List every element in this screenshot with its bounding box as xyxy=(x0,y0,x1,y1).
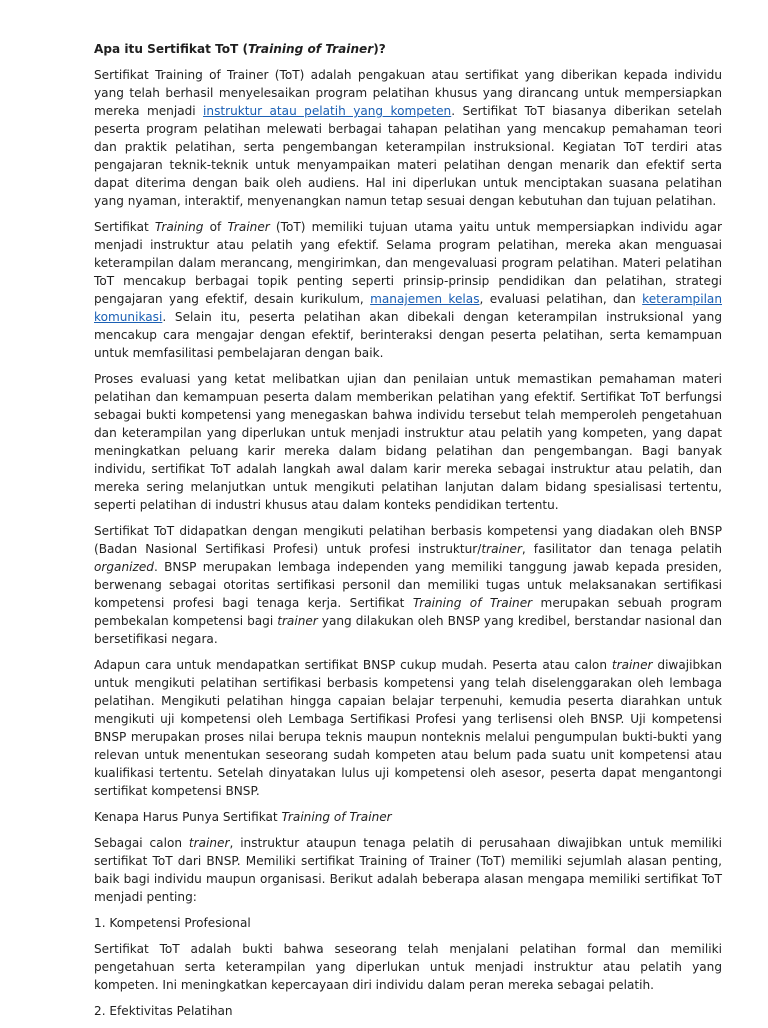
document-page xyxy=(94,40,722,1028)
link-manajemen-kelas[interactable]: manajemen kelas xyxy=(370,292,480,306)
title-italic: Training of Trainer xyxy=(248,42,374,56)
list-item-2: 2. Efektivitas Pelatihan xyxy=(94,1004,233,1018)
text-run: merupakan sebuah program pembekalan kompetensi bagi xyxy=(94,596,722,628)
text-run: of xyxy=(203,220,228,234)
italic-run: organized xyxy=(94,560,154,574)
text-run: Sertifikat ToT didapatkan dengan mengikuti pelatihan berbasis kompetensi yang diadakan oleh BNSP (Badan Nasional Sertifikasi Profesi) untuk profesi instruktur/ xyxy=(94,524,722,556)
text-run: Sertifikat xyxy=(94,220,155,234)
text-run: Sebagai calon xyxy=(94,836,189,850)
italic-run: trainer xyxy=(611,658,653,672)
italic-run: trainer xyxy=(481,542,522,556)
italic-run: Training of Trainer xyxy=(281,810,392,824)
text-run: (ToT) memiliki tujuan utama yaitu untuk mempersiapkan individu agar menjadi instruktur atau pelatih yang efektif. Selama program pelatihan, mereka akan menguasai keterampilan dalam merancang, mengirimkan, dan mengevaluasi program pelatihan. Materi pelatihan ToT mencakup berbagai topik penting seperti prinsip-prinsip pendidikan dan pelatihan, strategi pengajaran yang efektif, desain kurikulum, xyxy=(94,220,722,306)
title-text: Apa itu Sertifikat ToT ( xyxy=(94,42,249,56)
italic-run: Trainer xyxy=(227,220,270,234)
link-instruktur-pelatih[interactable]: instruktur atau pelatih yang kompeten xyxy=(203,104,452,118)
paragraph-5 xyxy=(94,656,722,800)
text-run: Adapun cara untuk mendapatkan sertifikat BNSP cukup mudah. Peserta atau calon xyxy=(94,658,612,672)
paragraph-6 xyxy=(94,834,722,906)
subheading xyxy=(94,808,722,826)
paragraph-7: Sertifikat ToT adalah bukti bahwa seseorang telah menjalani pelatihan formal dan memiliki pengetahuan serta keterampilan yang diperlukan untuk menjadi instruktur atau pelatih yang kompeten. Ini meningkatkan kepercayaan diri individu dalam peran mereka sebagai pelatih. xyxy=(94,942,722,992)
text-run: , fasilitator dan tenaga pelatih xyxy=(521,542,722,556)
text-run: . Selain itu, peserta pelatihan akan dibekali dengan keterampilan instruksional yang mencakup cara mengajar dengan efektif, berinteraksi dengan peserta pelatihan, serta kemampuan untuk memfasilitasi pembelajaran dengan baik. xyxy=(94,310,722,360)
title-text: )? xyxy=(373,42,386,56)
paragraph-4 xyxy=(94,522,722,648)
paragraph-2 xyxy=(94,218,722,362)
text-run: , instruktur ataupun tenaga pelatih di perusahaan diwajibkan untuk memiliki sertifikat ToT dari BNSP. Memiliki sertifikat Training of Trainer (ToT) memiliki sejumlah alasan penting, baik bagi individu maupun organisasi. Berikut adalah beberapa alasan mengapa memiliki sertifikat ToT menjadi penting: xyxy=(94,836,722,904)
paragraph-3: Proses evaluasi yang ketat melibatkan ujian dan penilaian untuk memastikan pemahaman materi pelatihan dan kemampuan peserta dalam memberikan pelatihan yang efektif. Sertifikat ToT berfungsi sebagai bukti kompetensi yang menegaskan bahwa individu tersebut telah memperoleh pengetahuan dan keterampilan yang diperlukan untuk menjadi instruktur atau pelatih yang kompeten, yang dapat meningkatkan peluang karir mereka dalam bidang pelatihan dan pengembangan. Bagi banyak individu, sertifikat ToT adalah langkah awal dalam karir mereka sebagai instruktur atau pelatih, dan mereka sering melanjutkan untuk mengikuti pelatihan lanjutan dalam bidang spesialisasi tertentu, seperti pelatihan di industri khusus atau dalam konteks pendidikan tertentu. xyxy=(94,372,722,512)
link-keterampilan-komunikasi[interactable]: keterampilan komunikasi xyxy=(94,292,723,324)
text-run: diwajibkan untuk mengikuti pelatihan sertifikasi berbasis kompetensi yang telah diselenggarakan oleh lembaga pelatihan. Mengikuti pelatihan hingga capaian belajar terpenuhi, kemudia peserta diarahkan untuk mengikuti uji kompetensi oleh Lembaga Sertifikasi Profesi yang terlisensi oleh BNSP. Uji kompetensi BNSP merupakan proses nilai berupa teknis maupun nonteknis melalui pengumpulan bukti-bukti yang relevan untuk menentukan seseorang sudah kompeten atau belum pada suatu unit kompetensi atau kualifikasi tertentu. Setelah dinyatakan lulus uji kompetensi oleh asesor, peserta dapat mengantongi sertifikat kompetensi BNSP. xyxy=(94,658,722,798)
italic-run: Training xyxy=(154,220,204,234)
text-run: . BNSP merupakan lembaga independen yang memiliki tanggung jawab kepada presiden, berwenang sebagai otoritas sertifikasi personil dan memiliki tugas untuk melaksanakan sertifikasi kompetensi profesi bagi tenaga kerja. Sertifikat xyxy=(94,560,722,610)
paragraph-1 xyxy=(94,66,722,210)
italic-run: Training of Trainer xyxy=(412,596,533,610)
text-run: yang dilakukan oleh BNSP yang kredibel, berstandar nasional dan bersetifikasi negara. xyxy=(94,614,723,646)
italic-run: trainer xyxy=(277,614,318,628)
text-run: Kenapa Harus Punya Sertifikat xyxy=(94,810,282,824)
text-run: Sertifikat Training of Trainer (ToT) adalah pengakuan atau sertifikat yang diberikan kepada individu yang telah berhasil menyelesaikan program pelatihan khusus yang dirancang untuk mempersiapkan mereka menjadi xyxy=(94,68,722,118)
text-run: . Sertifikat ToT biasanya diberikan setelah peserta program pelatihan melewati berbagai tahapan pelatihan yang mencakup pemahaman teori dan praktik pelatihan, serta pengembangan keterampilan instruksional. Kegiatan ToT terdiri atas pengajaran teknik-teknik untuk menyampaikan materi pelatihan dengan menarik dan efektif serta dapat diterima dengan baik oleh audiens. Hal ini diperlukan untuk menciptakan suasana pelatihan yang nyaman, interaktif, menyenangkan namun tetap sesuai dengan kebutuhan dan tujuan pelatihan. xyxy=(94,104,722,208)
text-run: , evaluasi pelatihan, dan xyxy=(479,292,643,306)
section-title xyxy=(94,40,722,58)
list-item-1: 1. Kompetensi Profesional xyxy=(94,916,251,930)
italic-run: trainer xyxy=(188,836,230,850)
